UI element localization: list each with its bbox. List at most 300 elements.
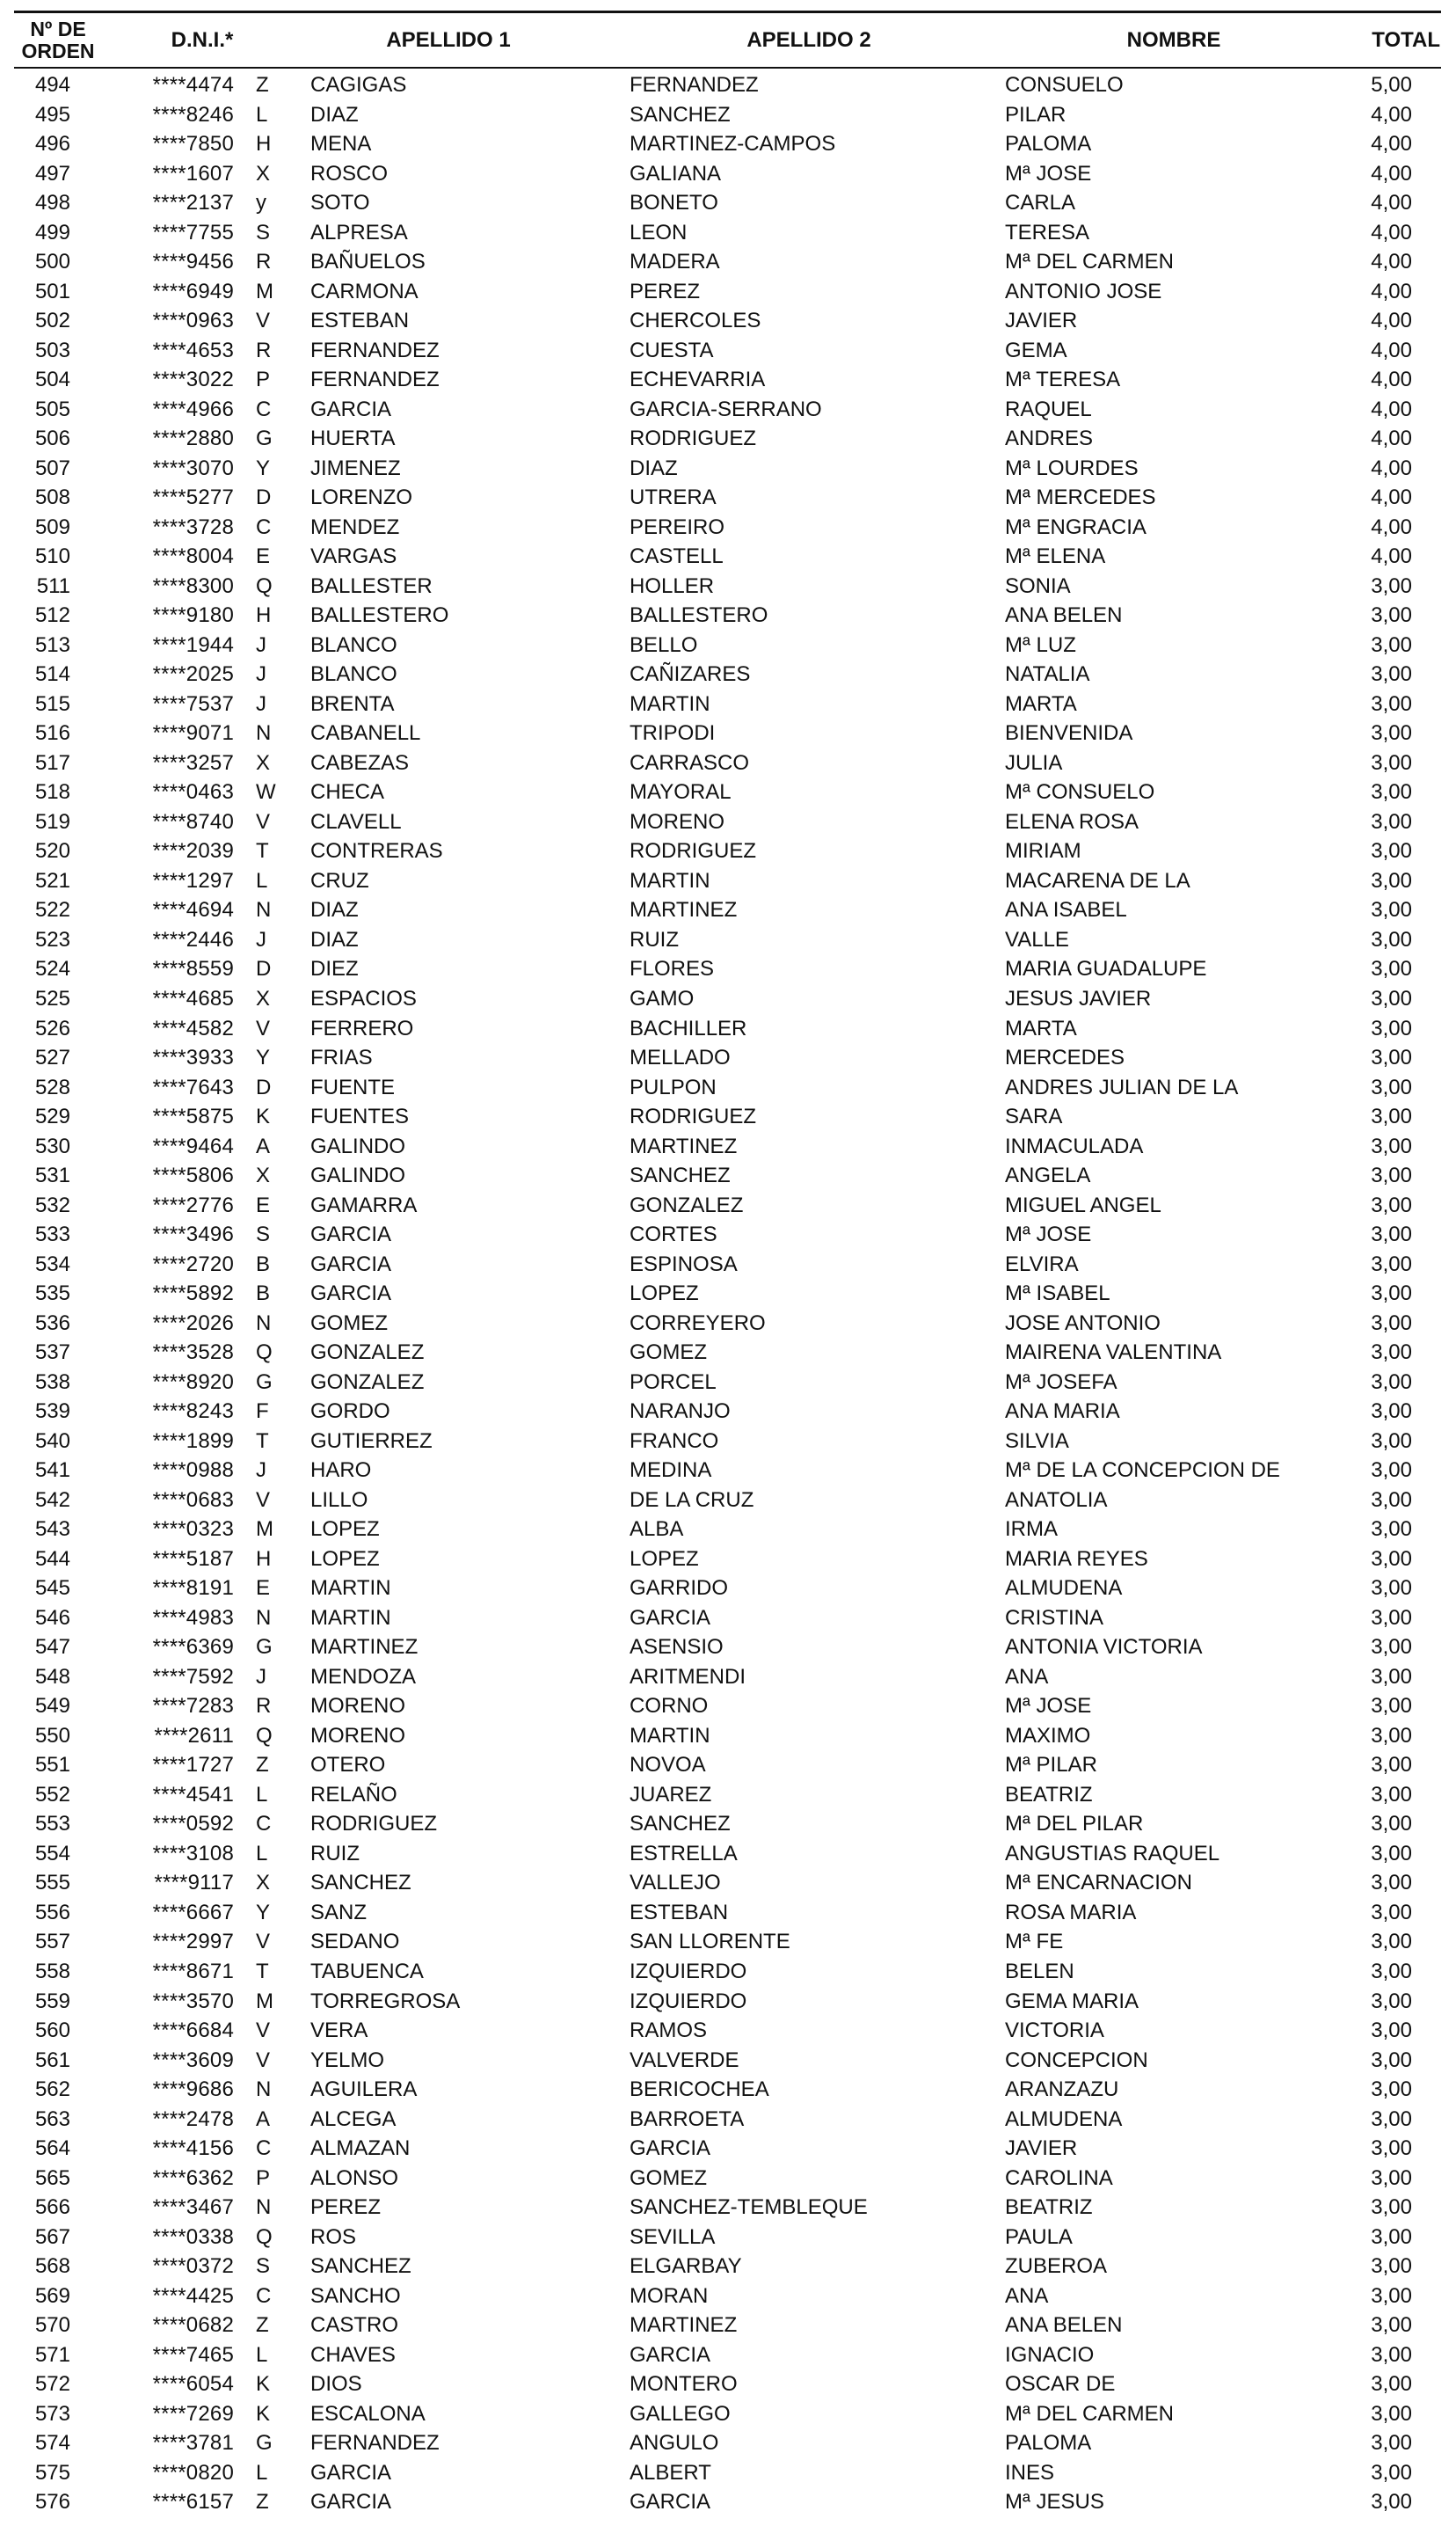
cell-apellido1: GAMARRA (310, 1193, 418, 1217)
cell-apellido2: MEDINA (630, 1458, 712, 1483)
cell-apellido2: RAMOS (630, 2019, 708, 2043)
cell-apellido2: RUIZ (630, 927, 679, 952)
cell-orden: 532 (34, 1193, 70, 1217)
cell-dni: ****0963 (152, 309, 234, 333)
cell-dni-letra: K (256, 1105, 271, 1129)
cell-total: 3,00 (1371, 1252, 1412, 1276)
cell-dni: ****7283 (152, 1694, 234, 1719)
cell-total: 3,00 (1371, 2431, 1412, 2456)
cell-apellido1: MENA (310, 132, 372, 157)
cell-dni: ****7269 (152, 2401, 234, 2426)
cell-apellido2: VALVERDE (630, 2048, 739, 2072)
cell-dni-letra: Y (256, 1900, 271, 1924)
table-row (0, 336, 1456, 366)
cell-orden: 498 (34, 191, 70, 215)
cell-dni-letra: J (256, 1458, 266, 1483)
cell-orden: 571 (34, 2342, 70, 2367)
cell-apellido2: CORNO (630, 1694, 709, 1719)
cell-apellido2: PEREZ (630, 279, 701, 303)
cell-total: 3,00 (1371, 2224, 1412, 2249)
cell-total: 4,00 (1371, 427, 1412, 451)
table-row (0, 1603, 1456, 1633)
table-row (0, 365, 1456, 395)
cell-apellido2: CASTELL (630, 544, 724, 569)
cell-total: 4,00 (1371, 338, 1412, 362)
cell-apellido1: ALCEGA (310, 2106, 397, 2131)
table-row (0, 984, 1456, 1014)
cell-apellido2: ASENSIO (630, 1635, 724, 1660)
cell-nombre: IGNACIO (1005, 2342, 1095, 2367)
cell-nombre: BEATRIZ (1005, 2195, 1093, 2220)
cell-apellido2: GALIANA (630, 161, 722, 186)
cell-apellido2: HOLLER (630, 573, 715, 598)
cell-dni: ****3933 (152, 1046, 234, 1070)
cell-nombre: Mª TERESA (1005, 368, 1121, 392)
cell-apellido2: SAN LLORENTE (630, 1930, 790, 1954)
cell-dni-letra: J (256, 691, 266, 716)
cell-apellido2: TRIPODI (630, 721, 716, 746)
cell-nombre: ANTONIO JOSE (1005, 279, 1162, 303)
cell-dni: ****0682 (152, 2313, 234, 2338)
cell-orden: 504 (34, 368, 70, 392)
cell-apellido1: LOPEZ (310, 1546, 380, 1571)
cell-dni: ****0592 (152, 1812, 234, 1836)
cell-dni: ****5187 (152, 1546, 234, 1571)
cell-total: 3,00 (1371, 2490, 1412, 2515)
cell-dni-letra: C (256, 2136, 272, 2161)
cell-orden: 560 (34, 2019, 70, 2043)
cell-dni-letra: N (256, 2195, 272, 2220)
cell-nombre: JOSE ANTONIO (1005, 1310, 1161, 1335)
cell-orden: 508 (34, 485, 70, 510)
cell-dni: ****4694 (152, 898, 234, 923)
cell-total: 3,00 (1371, 1487, 1412, 1512)
cell-nombre: ANA MARIA (1005, 1399, 1120, 1424)
cell-dni: ****3570 (152, 1989, 234, 2013)
cell-total: 4,00 (1371, 485, 1412, 510)
cell-dni: ****9117 (154, 1871, 234, 1895)
cell-dni: ****4983 (152, 1605, 234, 1630)
cell-total: 3,00 (1371, 1694, 1412, 1719)
cell-dni-letra: Q (256, 573, 273, 598)
cell-total: 3,00 (1371, 721, 1412, 746)
cell-total: 4,00 (1371, 250, 1412, 274)
cell-apellido1: MARTIN (310, 1576, 391, 1601)
cell-orden: 529 (34, 1105, 70, 1129)
cell-apellido1: FERNANDEZ (310, 368, 440, 392)
cell-dni: ****6667 (152, 1900, 234, 1924)
cell-orden: 562 (34, 2077, 70, 2102)
cell-orden: 496 (34, 132, 70, 157)
cell-nombre: ELVIRA (1005, 1252, 1079, 1276)
cell-apellido1: ESCALONA (310, 2401, 426, 2426)
cell-nombre: MAXIMO (1005, 1723, 1091, 1748)
cell-dni-letra: S (256, 220, 271, 245)
cell-dni: ****8559 (152, 957, 234, 982)
cell-apellido2: BERICOCHEA (630, 2077, 769, 2102)
cell-total: 3,00 (1371, 750, 1412, 775)
cell-apellido2: FERNANDEZ (630, 73, 759, 97)
cell-dni: ****7755 (152, 220, 234, 245)
cell-dni-letra: H (256, 132, 272, 157)
table-row (0, 1750, 1456, 1780)
cell-nombre: JESUS JAVIER (1005, 986, 1152, 1011)
cell-apellido2: MADERA (630, 250, 720, 274)
cell-dni: ****6949 (152, 279, 234, 303)
cell-apellido1: GARCIA (310, 1223, 392, 1247)
cell-apellido1: YELMO (310, 2048, 385, 2072)
cell-orden: 576 (34, 2490, 70, 2515)
cell-orden: 556 (34, 1900, 70, 1924)
cell-orden: 557 (34, 1930, 70, 1954)
cell-orden: 544 (34, 1546, 70, 1571)
table-row (0, 159, 1456, 189)
cell-dni: ****2611 (154, 1723, 234, 1748)
cell-apellido2: BACHILLER (630, 1016, 747, 1040)
cell-apellido2: GARCIA (630, 1605, 711, 1630)
cell-total: 3,00 (1371, 2165, 1412, 2190)
cell-apellido1: DIAZ (310, 898, 359, 923)
cell-dni-letra: Z (256, 1753, 269, 1778)
cell-apellido2: MARTINEZ (630, 1134, 738, 1158)
cell-apellido1: BALLESTER (310, 573, 433, 598)
cell-dni: ****4685 (152, 986, 234, 1011)
cell-apellido1: GARCIA (310, 1252, 392, 1276)
cell-orden: 567 (34, 2224, 70, 2249)
cell-dni-letra: X (256, 1871, 271, 1895)
cell-apellido1: ROS (310, 2224, 357, 2249)
cell-total: 3,00 (1371, 2195, 1412, 2220)
header-apellido1: APELLIDO 1 (386, 27, 511, 52)
cell-dni: ****2997 (152, 1930, 234, 1954)
cell-nombre: Mª JOSEFA (1005, 1369, 1117, 1394)
table-row (0, 1102, 1456, 1132)
cell-dni: ****2720 (152, 1252, 234, 1276)
table-row (0, 1691, 1456, 1721)
cell-apellido2: MORENO (630, 809, 724, 834)
cell-dni: ****1727 (152, 1753, 234, 1778)
cell-dni: ****8300 (152, 573, 234, 598)
cell-nombre: CONCEPCION (1005, 2048, 1148, 2072)
cell-dni: ****7537 (152, 691, 234, 716)
cell-apellido1: CARMONA (310, 279, 419, 303)
cell-orden: 566 (34, 2195, 70, 2220)
cell-total: 3,00 (1371, 1134, 1412, 1158)
table-row (0, 601, 1456, 631)
cell-dni: ****2446 (152, 927, 234, 952)
cell-total: 3,00 (1371, 1458, 1412, 1483)
cell-dni-letra: V (256, 309, 271, 333)
cell-dni-letra: Y (256, 1046, 271, 1070)
cell-total: 3,00 (1371, 1164, 1412, 1188)
cell-dni: ****4582 (152, 1016, 234, 1040)
cell-apellido2: GARCIA (630, 2136, 711, 2161)
cell-nombre: SILVIA (1005, 1428, 1069, 1453)
cell-dni: ****7465 (152, 2342, 234, 2367)
cell-dni: ****0372 (152, 2254, 234, 2279)
cell-orden: 541 (34, 1458, 70, 1483)
cell-apellido1: BLANCO (310, 662, 397, 687)
cell-dni-letra: E (256, 1193, 271, 1217)
cell-total: 3,00 (1371, 632, 1412, 657)
cell-dni: ****0820 (152, 2460, 234, 2485)
cell-apellido1: GONZALEZ (310, 1340, 425, 1365)
cell-dni-letra: D (256, 957, 272, 982)
table-row (0, 1191, 1456, 1221)
cell-apellido2: CAÑIZARES (630, 662, 751, 687)
cell-nombre: GEMA MARIA (1005, 1989, 1139, 2013)
cell-total: 3,00 (1371, 1664, 1412, 1689)
cell-apellido2: BALLESTERO (630, 603, 768, 628)
cell-apellido1: OTERO (310, 1753, 386, 1778)
cell-orden: 518 (34, 780, 70, 805)
cell-dni-letra: Q (256, 1723, 273, 1748)
cell-apellido2: SEVILLA (630, 2224, 716, 2249)
cell-dni: ****0463 (152, 780, 234, 805)
cell-orden: 499 (34, 220, 70, 245)
cell-dni: ****5806 (152, 1164, 234, 1188)
cell-nombre: RAQUEL (1005, 397, 1092, 421)
cell-total: 3,00 (1371, 1723, 1412, 1748)
cell-apellido2: JUAREZ (630, 1782, 712, 1807)
cell-apellido2: FLORES (630, 957, 715, 982)
cell-dni-letra: Y (256, 456, 271, 480)
cell-apellido2: RODRIGUEZ (630, 1105, 756, 1129)
cell-nombre: CRISTINA (1005, 1605, 1104, 1630)
cell-dni: ****2478 (152, 2106, 234, 2131)
cell-apellido2: MARTINEZ-CAMPOS (630, 132, 836, 157)
cell-total: 3,00 (1371, 1753, 1412, 1778)
cell-apellido1: SANCHEZ (310, 2254, 411, 2279)
cell-nombre: NATALIA (1005, 662, 1090, 687)
cell-total: 4,00 (1371, 161, 1412, 186)
cell-dni: ****4541 (152, 1782, 234, 1807)
cell-orden: 553 (34, 1812, 70, 1836)
table-row (0, 188, 1456, 218)
cell-nombre: Mª ISABEL (1005, 1281, 1110, 1306)
cell-apellido2: GARCIA (630, 2342, 711, 2367)
cell-orden: 540 (34, 1428, 70, 1453)
table-row (0, 218, 1456, 248)
table-row (0, 1839, 1456, 1869)
cell-orden: 523 (34, 927, 70, 952)
cell-nombre: ANDRES JULIAN DE LA (1005, 1075, 1239, 1099)
cell-apellido1: MARTIN (310, 1605, 391, 1630)
cell-total: 3,00 (1371, 691, 1412, 716)
cell-total: 3,00 (1371, 868, 1412, 893)
cell-nombre: Mª ELENA (1005, 544, 1106, 569)
cell-total: 3,00 (1371, 1340, 1412, 1365)
cell-nombre: MERCEDES (1005, 1046, 1125, 1070)
cell-orden: 545 (34, 1576, 70, 1601)
cell-dni-letra: G (256, 2431, 273, 2456)
cell-dni-letra: S (256, 1223, 271, 1247)
cell-orden: 530 (34, 1134, 70, 1158)
cell-apellido1: GONZALEZ (310, 1369, 425, 1394)
cell-total: 4,00 (1371, 191, 1412, 215)
cell-dni-letra: N (256, 898, 272, 923)
cell-apellido1: CASTRO (310, 2313, 399, 2338)
header-apellido2: APELLIDO 2 (746, 27, 871, 52)
cell-orden: 528 (34, 1075, 70, 1099)
cell-dni-letra: W (256, 780, 276, 805)
cell-orden: 537 (34, 1340, 70, 1365)
cell-nombre: ANA BELEN (1005, 603, 1123, 628)
cell-nombre: MAIRENA VALENTINA (1005, 1340, 1222, 1365)
cell-dni-letra: N (256, 721, 272, 746)
cell-dni: ****3022 (152, 368, 234, 392)
table-row (0, 2046, 1456, 2076)
cell-apellido1: GARCIA (310, 2460, 392, 2485)
cell-apellido2: GALLEGO (630, 2401, 731, 2426)
cell-orden: 494 (34, 73, 70, 97)
table-row (0, 1868, 1456, 1898)
cell-apellido2: MARTINEZ (630, 2313, 738, 2338)
cell-apellido2: CORTES (630, 1223, 717, 1247)
cell-nombre: ANTONIA VICTORIA (1005, 1635, 1203, 1660)
cell-total: 3,00 (1371, 839, 1412, 864)
cell-total: 4,00 (1371, 279, 1412, 303)
cell-orden: 547 (34, 1635, 70, 1660)
cell-nombre: Mª DEL PILAR (1005, 1812, 1144, 1836)
cell-dni: ****2880 (152, 427, 234, 451)
table-row (0, 690, 1456, 719)
cell-orden: 506 (34, 427, 70, 451)
cell-dni-letra: X (256, 986, 271, 1011)
cell-total: 3,00 (1371, 1075, 1412, 1099)
cell-dni: ****0988 (152, 1458, 234, 1483)
cell-apellido1: MARTINEZ (310, 1635, 419, 1660)
cell-nombre: Mª JOSE (1005, 1694, 1092, 1719)
table-row (0, 2016, 1456, 2046)
table-row (0, 1368, 1456, 1398)
cell-nombre: ANA BELEN (1005, 2313, 1123, 2338)
cell-dni-letra: B (256, 1281, 271, 1306)
cell-apellido2: CORREYERO (630, 1310, 766, 1335)
cell-nombre: SARA (1005, 1105, 1063, 1129)
cell-orden: 555 (34, 1871, 70, 1895)
cell-orden: 551 (34, 1753, 70, 1778)
cell-orden: 561 (34, 2048, 70, 2072)
cell-total: 3,00 (1371, 1399, 1412, 1424)
cell-apellido1: ESPACIOS (310, 986, 417, 1011)
header-orden-line2: ORDEN (21, 39, 95, 62)
cell-dni-letra: N (256, 1605, 272, 1630)
cell-orden: 522 (34, 898, 70, 923)
cell-apellido1: TORREGROSA (310, 1989, 461, 2013)
table-row (0, 2399, 1456, 2429)
cell-apellido1: FUENTES (310, 1105, 410, 1129)
cell-dni-letra: V (256, 1487, 271, 1512)
cell-orden: 535 (34, 1281, 70, 1306)
cell-dni-letra: V (256, 1016, 271, 1040)
cell-apellido1: SANCHO (310, 2283, 401, 2308)
cell-dni: ****9464 (152, 1134, 234, 1158)
cell-apellido2: SANCHEZ-TEMBLEQUE (630, 2195, 868, 2220)
cell-orden: 519 (34, 809, 70, 834)
cell-apellido1: CAGIGAS (310, 73, 407, 97)
cell-dni: ****1297 (152, 868, 234, 893)
cell-nombre: PAULA (1005, 2224, 1073, 2249)
table-row (0, 895, 1456, 925)
cell-total: 3,00 (1371, 2136, 1412, 2161)
cell-nombre: ELENA ROSA (1005, 809, 1139, 834)
cell-total: 4,00 (1371, 220, 1412, 245)
header-total: TOTAL (1372, 27, 1440, 52)
cell-dni: ****9180 (152, 603, 234, 628)
cell-apellido1: SANZ (310, 1900, 368, 1924)
cell-dni-letra: E (256, 1576, 271, 1601)
cell-total: 3,00 (1371, 1576, 1412, 1601)
table-row (0, 1397, 1456, 1427)
cell-apellido2: SANCHEZ (630, 1164, 731, 1188)
table-row (0, 1927, 1456, 1957)
cell-apellido2: MARTIN (630, 691, 710, 716)
cell-apellido1: GOMEZ (310, 1310, 388, 1335)
cell-nombre: IRMA (1005, 1517, 1058, 1542)
cell-nombre: ROSA MARIA (1005, 1900, 1137, 1924)
table-row (0, 2223, 1456, 2252)
cell-apellido2: DE LA CRUZ (630, 1487, 754, 1512)
table-row (0, 1427, 1456, 1456)
cell-orden: 509 (34, 515, 70, 539)
cell-dni-letra: F (256, 1399, 269, 1424)
cell-nombre: BEATRIZ (1005, 1782, 1093, 1807)
cell-apellido1: RELAÑO (310, 1782, 397, 1807)
table-row (0, 70, 1456, 100)
cell-total: 4,00 (1371, 456, 1412, 480)
cell-apellido2: MARTIN (630, 868, 710, 893)
cell-dni-letra: G (256, 1369, 273, 1394)
cell-apellido2: CUESTA (630, 338, 714, 362)
cell-apellido1: LILLO (310, 1487, 368, 1512)
cell-dni-letra: E (256, 544, 271, 569)
cell-apellido1: BRENTA (310, 691, 395, 716)
cell-dni: ****2025 (152, 662, 234, 687)
cell-apellido2: MONTERO (630, 2372, 738, 2397)
cell-dni-letra: N (256, 1310, 272, 1335)
table-row (0, 2311, 1456, 2340)
cell-apellido2: GOMEZ (630, 1340, 707, 1365)
table-row (0, 2164, 1456, 2194)
cell-dni-letra: Z (256, 73, 269, 97)
cell-dni-letra: X (256, 750, 271, 775)
cell-apellido2: FRANCO (630, 1428, 719, 1453)
cell-total: 3,00 (1371, 2077, 1412, 2102)
cell-total: 4,00 (1371, 515, 1412, 539)
table-row (0, 778, 1456, 807)
cell-dni-letra: X (256, 161, 271, 186)
table-row (0, 395, 1456, 425)
cell-dni-letra: B (256, 1252, 271, 1276)
cell-dni-letra: J (256, 632, 266, 657)
cell-dni: ****5875 (152, 1105, 234, 1129)
table-row (0, 424, 1456, 454)
cell-dni-letra: K (256, 2401, 271, 2426)
cell-orden: 517 (34, 750, 70, 775)
cell-dni-letra: V (256, 809, 271, 834)
cell-nombre: MIGUEL ANGEL (1005, 1193, 1161, 1217)
cell-dni-letra: C (256, 1812, 272, 1836)
cell-apellido1: GALINDO (310, 1134, 406, 1158)
cell-apellido1: GORDO (310, 1399, 390, 1424)
cell-total: 3,00 (1371, 1281, 1412, 1306)
cell-dni: ****9456 (152, 250, 234, 274)
cell-dni-letra: X (256, 1164, 271, 1188)
cell-total: 3,00 (1371, 2019, 1412, 2043)
table-row (0, 100, 1456, 130)
cell-orden: 548 (34, 1664, 70, 1689)
